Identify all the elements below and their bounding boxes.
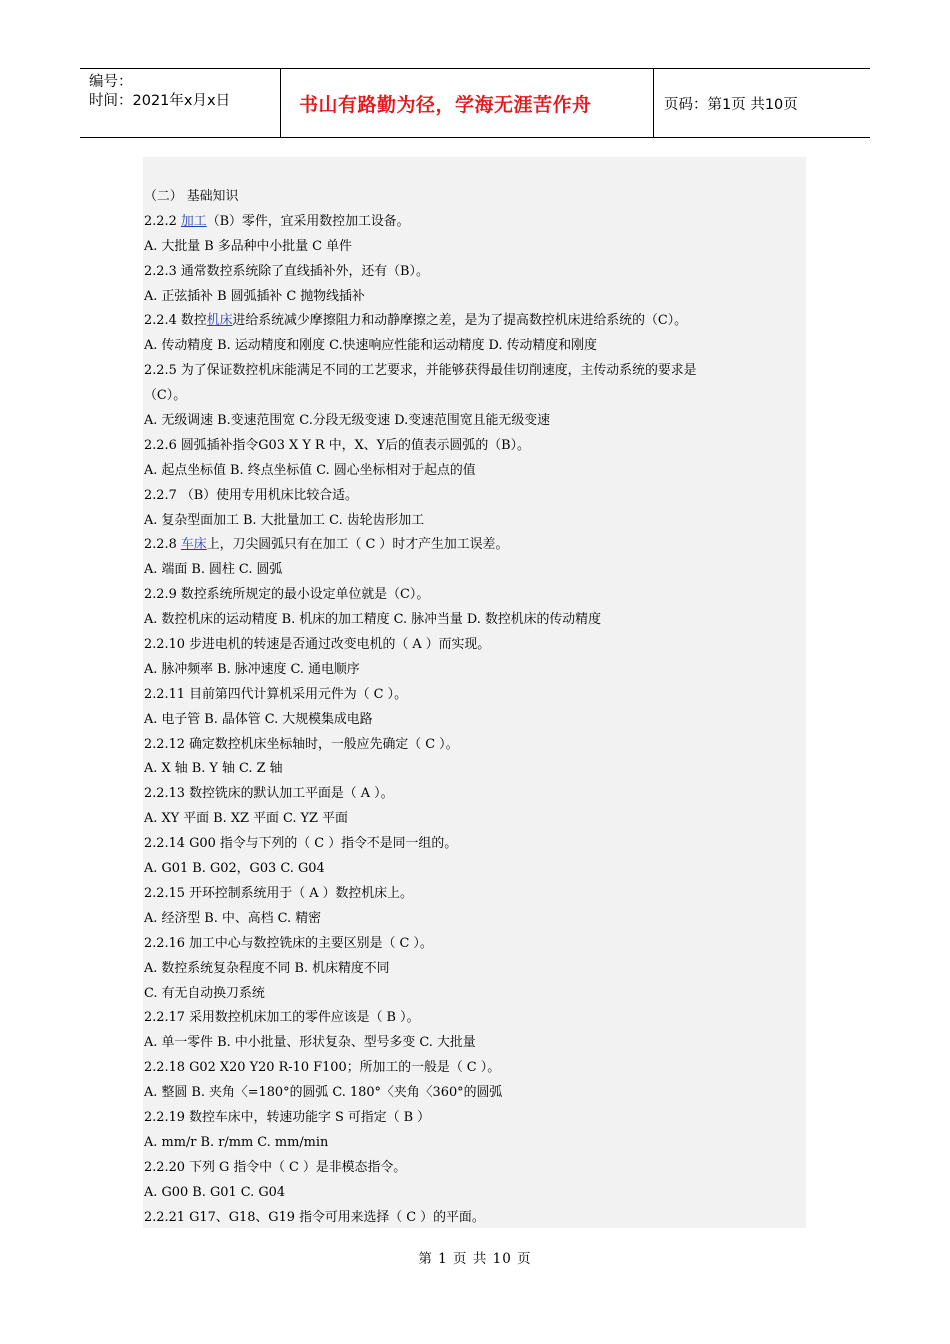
line-text: （B）零件，宜采用数控加工设备。 (206, 213, 410, 229)
text-line: 2.2.19 数控车床中，转速功能字 S 可指定（ B ） (144, 1109, 431, 1125)
line-text: 2.2.8 (144, 537, 181, 553)
text-line: 2.2.20 下列 G 指令中（ C ）是非模态指令。 (144, 1159, 407, 1175)
header-motto: 书山有路勤为径，学海无涯苦作舟 (281, 69, 654, 137)
text-line: A. 电子管 B. 晶体管 C. 大规模集成电路 (144, 711, 373, 727)
text-line: 2.2.21 G17、G18、G19 指令可用来选择（ C ）的平面。 (144, 1209, 485, 1225)
text-line: 2.2.6 圆弧插补指令G03 X Y R 中，X、Y后的值表示圆弧的（B）。 (144, 437, 530, 453)
text-line: 2.2.7 （B）使用专用机床比较合适。 (144, 487, 358, 503)
text-line: C. 有无自动换刀系统 (144, 985, 265, 1001)
inline-link[interactable]: 车床 (180, 537, 207, 553)
time-label: 时间：2021年x月x日 (89, 93, 231, 109)
text-line: A. 单一零件 B. 中小批量、形状复杂、型号多变 C. 大批量 (144, 1035, 476, 1051)
text-line: A. 脉冲频率 B. 脉冲速度 C. 通电顺序 (144, 661, 360, 677)
text-line: A. 传动精度 B. 运动精度和刚度 C.快速响应性能和运动精度 D. 传动精度和刚度 (144, 338, 597, 354)
text-line: 2.2.15 开环控制系统用于（ A ）数控机床上。 (144, 885, 413, 901)
text-line: A. 正弦插补 B 圆弧插补 C 抛物线插补 (144, 288, 365, 304)
text-line (144, 533, 806, 558)
text-line: 2.2.16 加工中心与数控铣床的主要区别是（ C ）。 (144, 935, 433, 951)
text-line: 2.2.18 G02 X20 Y20 R-10 F100；所加工的一般是（ C ）。 (144, 1060, 501, 1076)
text-line: A. 整圆 B. 夹角〈=180°的圆弧 C. 180°〈夹角〈360°的圆弧 (144, 1085, 503, 1101)
section-heading: （二） 基础知识 (144, 189, 239, 204)
text-line: （C）。 (144, 388, 187, 404)
text-line: A. 无级调速 B.变速范围宽 C.分段无级变速 D.变速范围宽且能无级变速 (144, 413, 550, 429)
text-line: A. 大批量 B 多品种中小批量 C 单件 (144, 238, 352, 254)
text-line: 2.2.10 步进电机的转速是否通过改变电机的（ A ）而实现。 (144, 637, 491, 653)
text-line: A. 数控系统复杂程度不同 B. 机床精度不同 (144, 960, 390, 976)
line-text: 2.2.4 数控 (144, 313, 207, 329)
header-page-info: 页码：第1页 共10页 (664, 96, 798, 113)
text-line: A. XY 平面 B. XZ 平面 C. YZ 平面 (144, 811, 348, 827)
number-label: 编号： (89, 74, 133, 90)
text-line: A. mm/r B. r/mm C. mm/min (144, 1134, 329, 1150)
text-line: A. X 轴 B. Y 轴 C. Z 轴 (144, 761, 283, 777)
text-line: A. G01 B. G02，G03 C. G04 (144, 861, 325, 877)
inline-link[interactable]: 加工 (180, 213, 207, 229)
text-line: 2.2.12 确定数控机床坐标轴时，一般应先确定（ C ）。 (144, 736, 459, 752)
text-line: 2.2.14 G00 指令与下列的（ C ）指令不是同一组的。 (144, 836, 458, 852)
text-line: 2.2.9 数控系统所规定的最小设定单位就是（C）。 (144, 587, 430, 603)
document-body (143, 157, 806, 1228)
text-line: 2.2.11 目前第四代计算机采用元件为（ C ）。 (144, 686, 407, 702)
text-line: A. 数控机床的运动精度 B. 机床的加工精度 C. 脉冲当量 D. 数控机床的传动精度 (144, 612, 601, 628)
text-line: A. 起点坐标值 B. 终点坐标值 C. 圆心坐标相对于起点的值 (144, 462, 476, 478)
text-line: 2.2.5 为了保证数控机床能满足不同的工艺要求，并能够获得最佳切削速度，主传动系统的要求是 (144, 363, 697, 379)
text-line: A. 复杂型面加工 B. 大批量加工 C. 齿轮齿形加工 (144, 512, 425, 528)
header-meta (80, 69, 281, 137)
text-line: 2.2.13 数控铣床的默认加工平面是（ A ）。 (144, 786, 394, 802)
text-line (144, 309, 806, 334)
text-line (144, 210, 806, 235)
page-footer: 第 1 页 共 10 页 (418, 1251, 532, 1267)
text-line: A. G00 B. G01 C. G04 (144, 1184, 286, 1200)
text-line: 2.2.3 通常数控系统除了直线插补外，还有（B）。 (144, 263, 429, 279)
line-text: 进给系统减少摩擦阻力和动静摩擦之差，是为了提高数控机床进给系统的（C）。 (232, 313, 688, 329)
text-line: 2.2.17 采用数控机床加工的零件应该是（ B ）。 (144, 1010, 420, 1026)
question-list (144, 185, 806, 1230)
line-text: 上，刀尖圆弧只有在加工（ C ）时才产生加工误差。 (206, 537, 509, 553)
text-line: A. 经济型 B. 中、高档 C. 精密 (144, 910, 321, 926)
page-header (80, 68, 870, 138)
inline-link[interactable]: 机床 (206, 313, 233, 329)
text-line: A. 端面 B. 圆柱 C. 圆弧 (144, 562, 283, 578)
line-text: 2.2.2 (144, 213, 181, 229)
